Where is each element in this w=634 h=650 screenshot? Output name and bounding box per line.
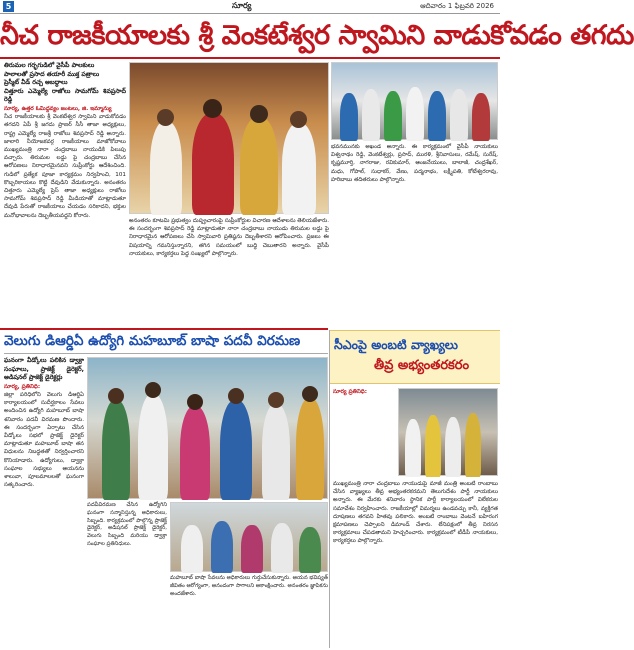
headline-rule (0, 57, 500, 59)
lead-body-mid: అనంతరం కూటమి ప్రభుత్వం దుష్ప్రచారంపై సుప్రీంకోర్టుల విచారణ ఆదేశాలను తెలియజేశారు. ఈ సందర్భంగా శివప్రసాద్ రెడ్డి మాట్లాడుతూ నారా చంద్రబాబు నాయుడు తిరుమల లడ్డు పై నిరాధారమైన ఆరోపణలు చేసి స్వామివారి ప్రతిష్ఠను దెబ్బతీశారని ఆరోపించారు. ప్రజలు ఈ విషయాన్ని గమనిస్తున్నారని, తగిన సమయంలో బుద్ధి చెబుతారని అన్నారు. వైసీపీ నాయకులు, కార్యకర్తలు పెద్ద సంఖ్యలో పాల్గొన్నారు. (129, 218, 329, 257)
paper-name: సూర్య (232, 1, 252, 10)
lead-dateline: సూర్య, ఉత్తర ఓమిద్దవ్యం జంటలు, జి. ఇమ్మాన్యు (4, 105, 112, 112)
section-rule (0, 328, 328, 330)
story2-photo (87, 357, 328, 499)
story2-kicker: ఘనంగా వీడ్కోలు పలికిన డ్వాక్రా సంఘాలు, ప్రాజెక్ట్ డైరెక్టర్, అడిషనల్ ప్రాజెక్ట్ డైరెక్టర్లు (4, 357, 84, 382)
story2-headline: వెలుగు డిఆర్డిఏ ఉద్యోగి మహబూబ్ బాషా పదవీ విరమణ (4, 333, 301, 349)
story2-dateline: సూర్య, ప్రతినిధి: (4, 383, 41, 390)
box-column-top (333, 388, 395, 488)
story2-column (4, 357, 84, 647)
masthead-bar (0, 0, 500, 14)
box-headline-1: సీఎంపై అంబటి వ్యాఖ్యలు (334, 337, 458, 352)
lead-kicker-1: తిరుమల గర్భగుడిలో వైసీపీ పాలకులు (4, 62, 95, 69)
story2-caption-2: మహబూబ్ బాషా సేవలను అధికారులు గుర్తుచేసుకున్నారు. ఆయన భవిష్యత్ జీవితం ఆరోగ్యంగా, ఆనందంగా సాగాలని ఆకాంక్షించారు. అనంతరం జ్ఞాపికను అందజేశారు. (170, 575, 328, 597)
lead-photo-temple (129, 62, 329, 214)
lead-kicker-3: ప్రెస్మీట్ వీడ్ రచ్చ అబద్ధాలు (4, 79, 68, 87)
page-number: 5 (3, 1, 14, 12)
lead-kicker-4: చిత్తూరు ఎమ్మెల్యే రాజోలు సామగోమ్ శివప్రసాద్ రెడ్డి (4, 87, 126, 104)
box-dateline: సూర్య ప్రతినిధి: (333, 389, 367, 395)
box-headline-2: తీవ్ర అభ్యంతరకరం (374, 358, 470, 373)
box-headline-panel (330, 330, 500, 384)
story2-photo-small (170, 502, 328, 572)
issue-date: ఆదివారం 1 ఫిబ్రవరి 2026 (420, 2, 494, 10)
lead-kicker-2: పాలాలతో ప్రసాద తయారీ ముక్త పత్రాలు (4, 70, 100, 78)
story2-caption-1: పదవీవిరమణ చేసిన ఉద్యోగిని ఘనంగా సన్మానిస్తున్న అధికారులు, సిబ్బంది. కార్యక్రమంలో పాల్గొన్న ప్రాజెక్ట్ డైరెక్టర్, అడిషనల్ ప్రాజెక్ట్ డైరెక్టర్, వెలుగు సిబ్బంది మరియు డ్వాక్రా సంఘాల ప్రతినిధులు. (87, 502, 167, 547)
lead-column-left (4, 62, 126, 317)
box-photo (398, 388, 498, 476)
lead-photo-rally (331, 62, 498, 140)
lead-body-left: నీచ రాజకీయాలకు శ్రీ వెంకటేశ్వర స్వామిని వాడుకోవడం తగదని ఏపీ శ్రీ జగదు ప్రాణర్ సీసీ తాజా అధ్యక్షులు, రాష్ట్ర ఎమ్మెల్యే రాజశ్రీ రాజోలు శివప్రసాద్ రెడ్డి అన్నారు. జాలారి నీయోజకవర్గ రాజకీయాలు మాజోకోవాలు ముఖ్యమంత్రి నారా చంద్రబాబు నాయుడికి పిలుపు వచ్చారు. తిరుమల లడ్డు పై చంద్రబాబు చేసిన ఆరోపణలు నిరాధారమైనవని సుప్రీంకోర్టు ఆదేశించింది. గుడిలో ప్రత్యేక పూజా కార్యక్రమం నిర్వహించి, 101 కొబ్బరికాయలు కొట్టి దేవుడిని వేడుకున్నారు. అనంతరం చిత్తూరు ఎమ్మెల్యే ప్రెస్ తాజా అధ్యక్షులు రాజోలు సామగోమ్ శివప్రసాద్ రెడ్డి మీడియాతో మాట్లాడుతూ దేవుడి పేరుతో రాజకీయాలు చేయడం సరికాదని, భక్తుల మనోభావాలను దెబ్బతీయవద్దని కోరారు. (4, 114, 126, 219)
box-column (333, 480, 498, 647)
box-body: ముఖ్యమంత్రి నారా చంద్రబాబు నాయుడుపై మాజీ మంత్రి అంబటి రాంబాబు చేసిన వ్యాఖ్యలు తీవ్ర అభ్యంతరకరమని తెలుగుదేశం పార్టీ నాయకులు అన్నారు. ఈ మేరకు శనివారం స్థానిక పార్టీ కార్యాలయంలో విలేకరుల సమావేశం నిర్వహించారు. రాజకీయాల్లో విమర్శలు ఉండవచ్చు కానీ, వ్యక్తిగత దూషణలు తగవని హితవు పలికారు. అంబటి రాంబాబు వెంటనే బహిరంగ క్షమాపణలు చెప్పాలని డిమాండ్ చేశారు. లేనిపక్షంలో తీవ్ర నిరసన కార్యక్రమాలు చేపడతామని హెచ్చరించారు. కార్యక్రమంలో టీడీపీ నాయకులు, కార్యకర్తలు పాల్గొన్నారు. (333, 481, 498, 545)
lead-column-right (331, 143, 498, 325)
lead-headline: నీచ రాజకీయాలకు శ్రీ వెంకటేశ్వర స్వామిని వాడుకోవడం తగదు (0, 20, 634, 51)
lead-column-mid (129, 217, 329, 325)
lead-body-right: భవనమునకు అఖండ అన్నారు. ఈ కార్యక్రమంలో వైసీపీ నాయకులు విశ్వనాథం రెడ్డి, వెంకటేశ్వర్లు, ప్రసాద్, మురళి, శ్రీనివాసులు, రమేష్, సురేష్, కృష్ణమూర్తి, నాగరాజు, రవికుమార్, ఆంజనేయులు, బాలాజీ, చంద్రశేఖర్, మధు, గోపాల్, సుధాకర్, వేణు, పద్మనాభం, లక్ష్మీపతి, కోటేశ్వరరావు, హరిబాబు తదితరులు పాల్గొన్నారు. (331, 144, 498, 183)
story2-body: జిల్లా పరిధిలోని వెలుగు డిఆర్డిఏ కార్యాలయంలో సుదీర్ఘకాలం సేవలు అందించిన ఉద్యోగి మహబూబ్ బాషా శనివారం పదవీ విరమణ పొందారు. ఈ సందర్భంగా ఏర్పాటు చేసిన వీడ్కోలు సభలో ప్రాజెక్ట్ డైరెక్టర్ మాట్లాడుతూ మహబూబ్ బాషా తన విధులను నిబద్ధతతో నిర్వర్తించారని కొనియాడారు. ఉద్యోగులు, డ్వాక్రా సంఘాల సభ్యులు ఆయనను శాలువా, పూలమాలలతో ఘనంగా సత్కరించారు. (4, 391, 84, 489)
story2-rule (4, 353, 328, 354)
